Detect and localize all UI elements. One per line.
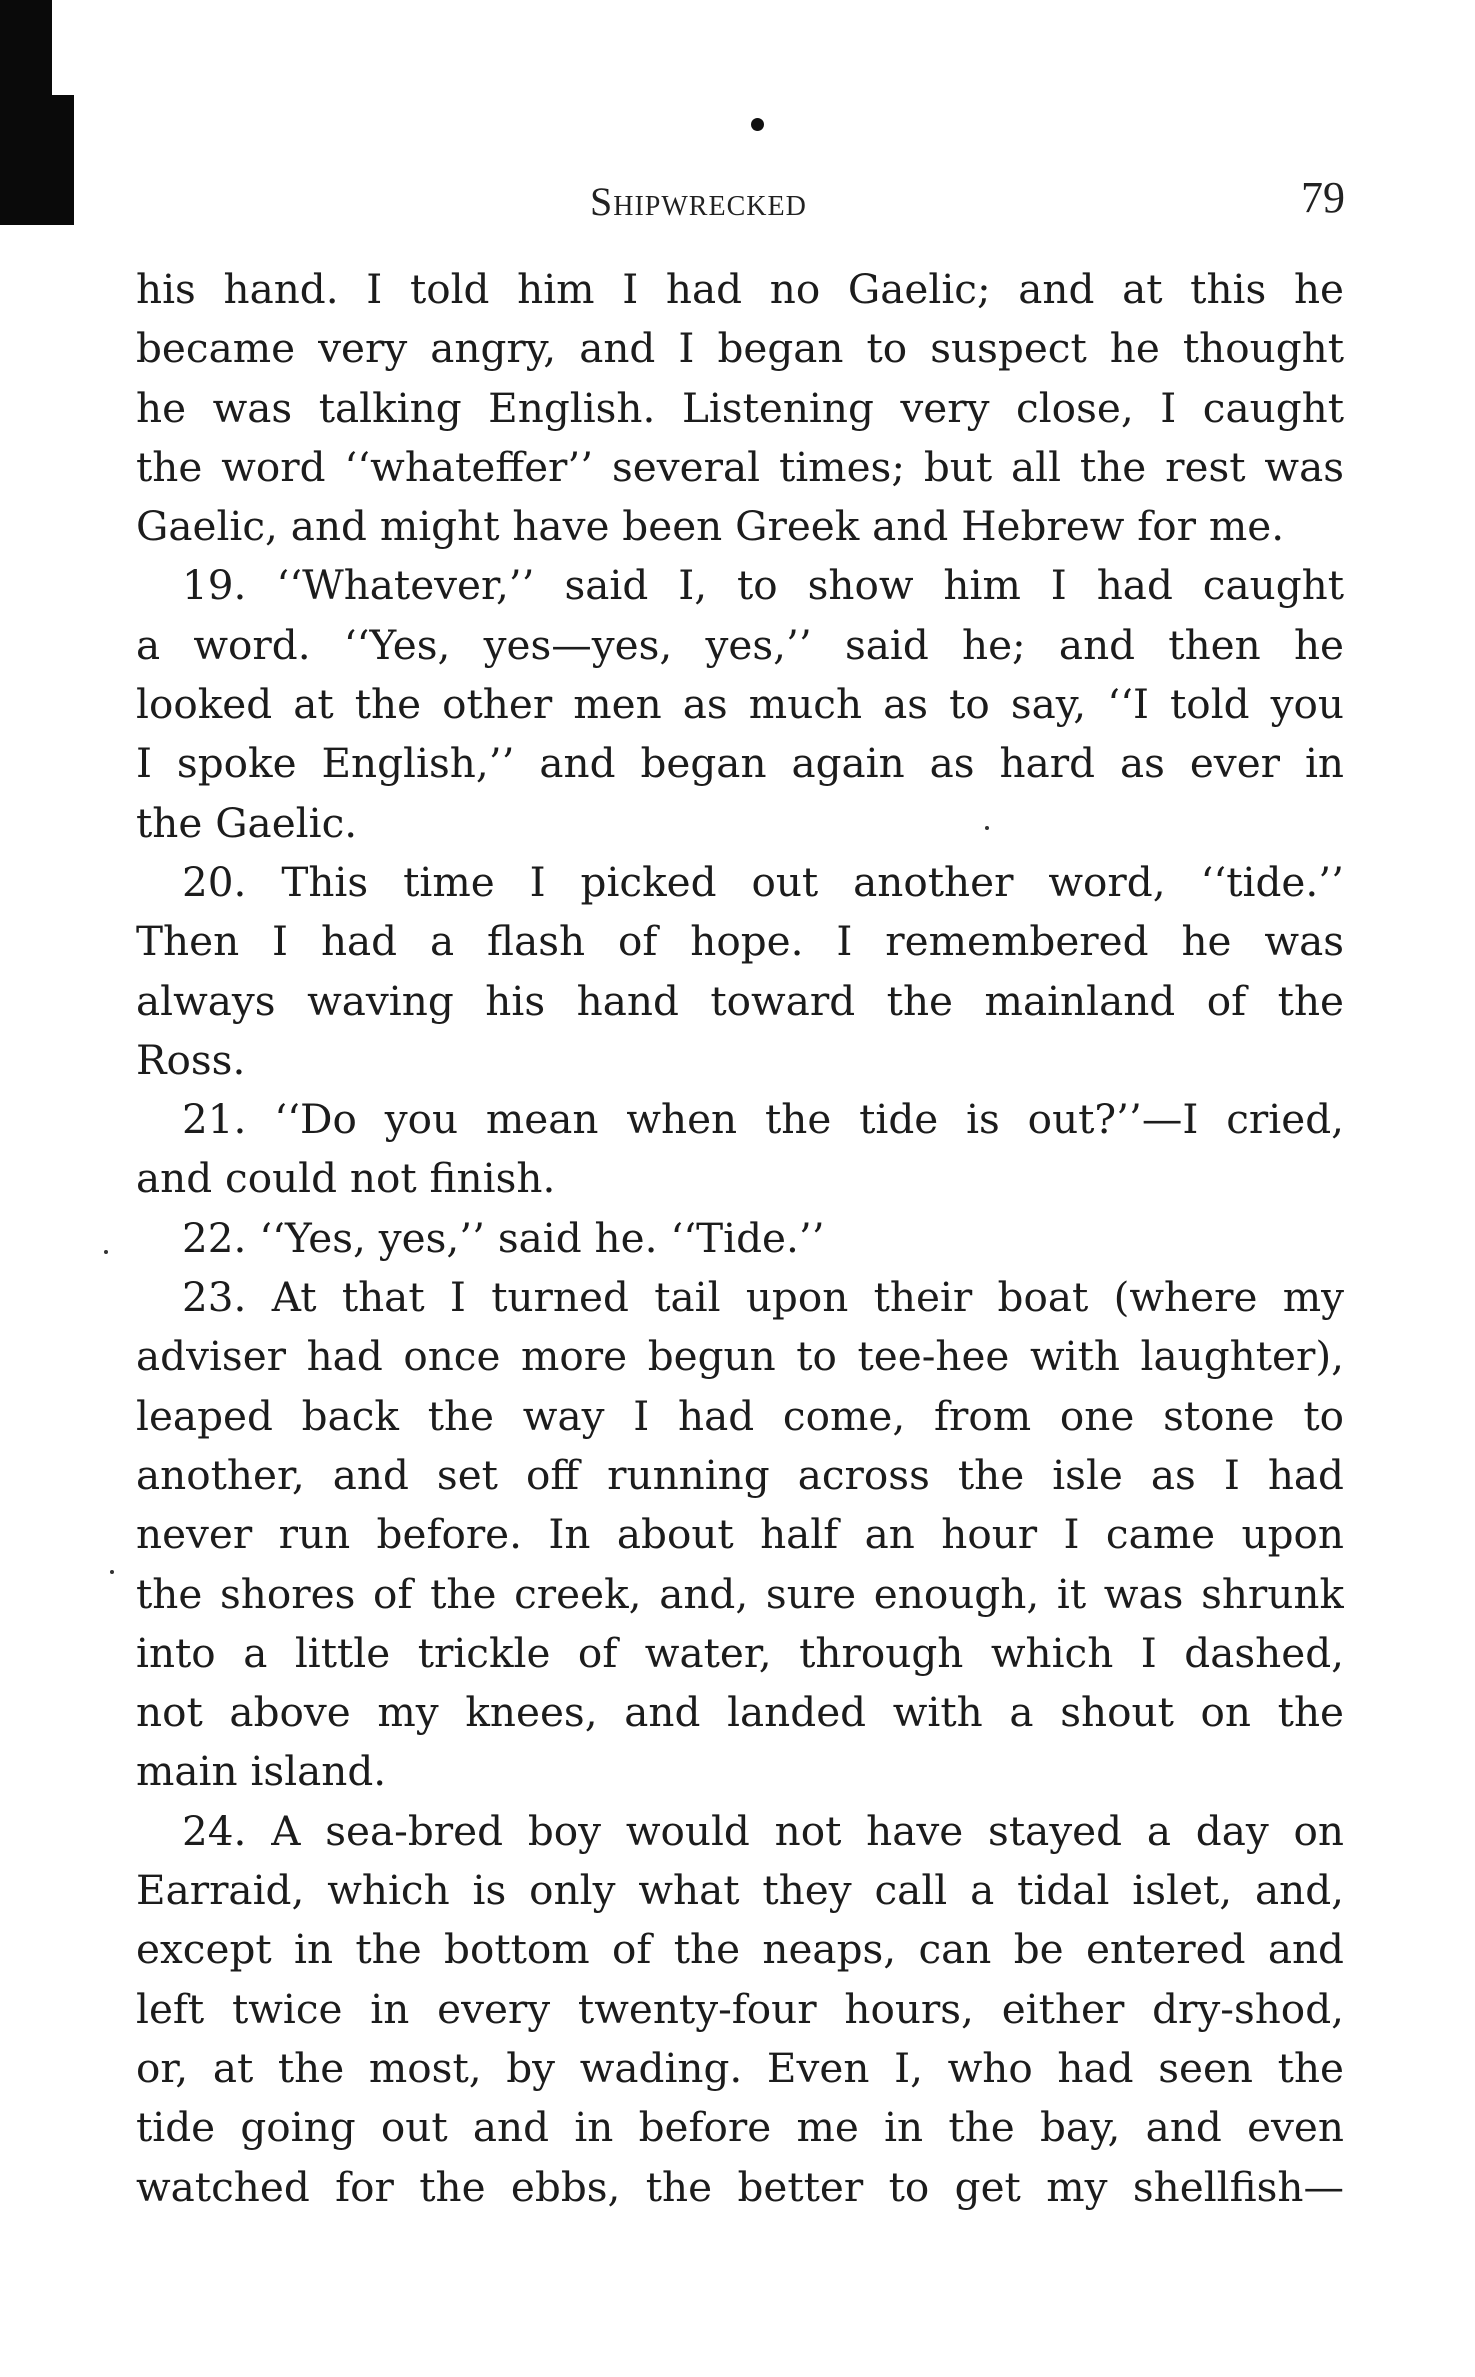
paragraph-19-start: 19. ‘‘Whatever,’’ said I, to show him I had caught: [182, 561, 1344, 610]
text-line: another, and set off running across the isle as I had: [136, 1450, 1344, 1499]
ink-speck: [985, 826, 989, 830]
ink-speck: [751, 118, 764, 131]
text-line: adviser had once more begun to tee-hee with laughter),: [136, 1332, 1344, 1381]
text-line: main island.: [136, 1747, 387, 1796]
paragraph-23-start: 23. At that I turned tail upon their boat (where my: [182, 1273, 1344, 1322]
text-line: tide going out and in before me in the bay, and even: [136, 2103, 1344, 2152]
text-line: and could not finish.: [136, 1154, 556, 1203]
text-line: leaped back the way I had come, from one stone to: [136, 1391, 1344, 1440]
text-line: the Gaelic.: [136, 798, 358, 847]
paragraph-21-start: 21. ‘‘Do you mean when the tide is out?’’—I cried,: [182, 1095, 1344, 1144]
text-line: always waving his hand toward the mainland of the: [136, 976, 1344, 1025]
paragraph-22-start: 22. ‘‘Yes, yes,’’ said he. ‘‘Tide.’’: [182, 1213, 825, 1262]
text-line: except in the bottom of the neaps, can be entered and: [136, 1925, 1344, 1974]
text-line: watched for the ebbs, the better to get my shellfish—: [136, 2162, 1344, 2211]
text-line: the shores of the creek, and, sure enough, it was shrunk: [136, 1569, 1344, 1618]
text-line: a word. ‘‘Yes, yes—yes, yes,’’ said he; and then he: [136, 620, 1344, 669]
running-title: Shipwrecked: [590, 179, 807, 224]
text-line: Gaelic, and might have been Greek and Hebrew for me.: [136, 502, 1285, 551]
text-line: left twice in every twenty-four hours, either dry-shod,: [136, 1984, 1344, 2033]
text-line: never run before. In about half an hour I came upon: [136, 1510, 1344, 1559]
text-line: not above my knees, and landed with a shout on the: [136, 1688, 1344, 1737]
running-header: [0, 172, 1475, 232]
text-line: the word ‘‘whateffer’’ several times; but all the rest was: [136, 442, 1344, 491]
text-line: into a little trickle of water, through which I dashed,: [136, 1628, 1344, 1677]
text-line: he was talking English. Listening very close, I caught: [136, 383, 1344, 432]
text-line: Earraid, which is only what they call a tidal islet, and,: [136, 1866, 1344, 1915]
paragraph-20-start: 20. This time I picked out another word, ‘‘tide.’’: [182, 857, 1344, 906]
body-text: [136, 260, 1344, 2217]
text-line: became very angry, and I began to suspect he thought: [136, 324, 1344, 373]
text-line: Then I had a flash of hope. I remembered he was: [136, 917, 1344, 966]
text-line: Ross.: [136, 1035, 246, 1084]
ink-speck: [110, 1570, 114, 1574]
paragraph-24-start: 24. A sea-bred boy would not have stayed a day on: [182, 1806, 1344, 1855]
text-line: or, at the most, by wading. Even I, who had seen the: [136, 2043, 1344, 2092]
ink-speck: [104, 1250, 108, 1254]
text-line: I spoke English,’’ and began again as hard as ever in: [136, 739, 1344, 788]
text-line: looked at the other men as much as to say, ‘‘I told you: [136, 680, 1344, 729]
text-line: his hand. I told him I had no Gaelic; and at this he: [136, 265, 1344, 313]
page-number: 79: [1301, 173, 1345, 222]
